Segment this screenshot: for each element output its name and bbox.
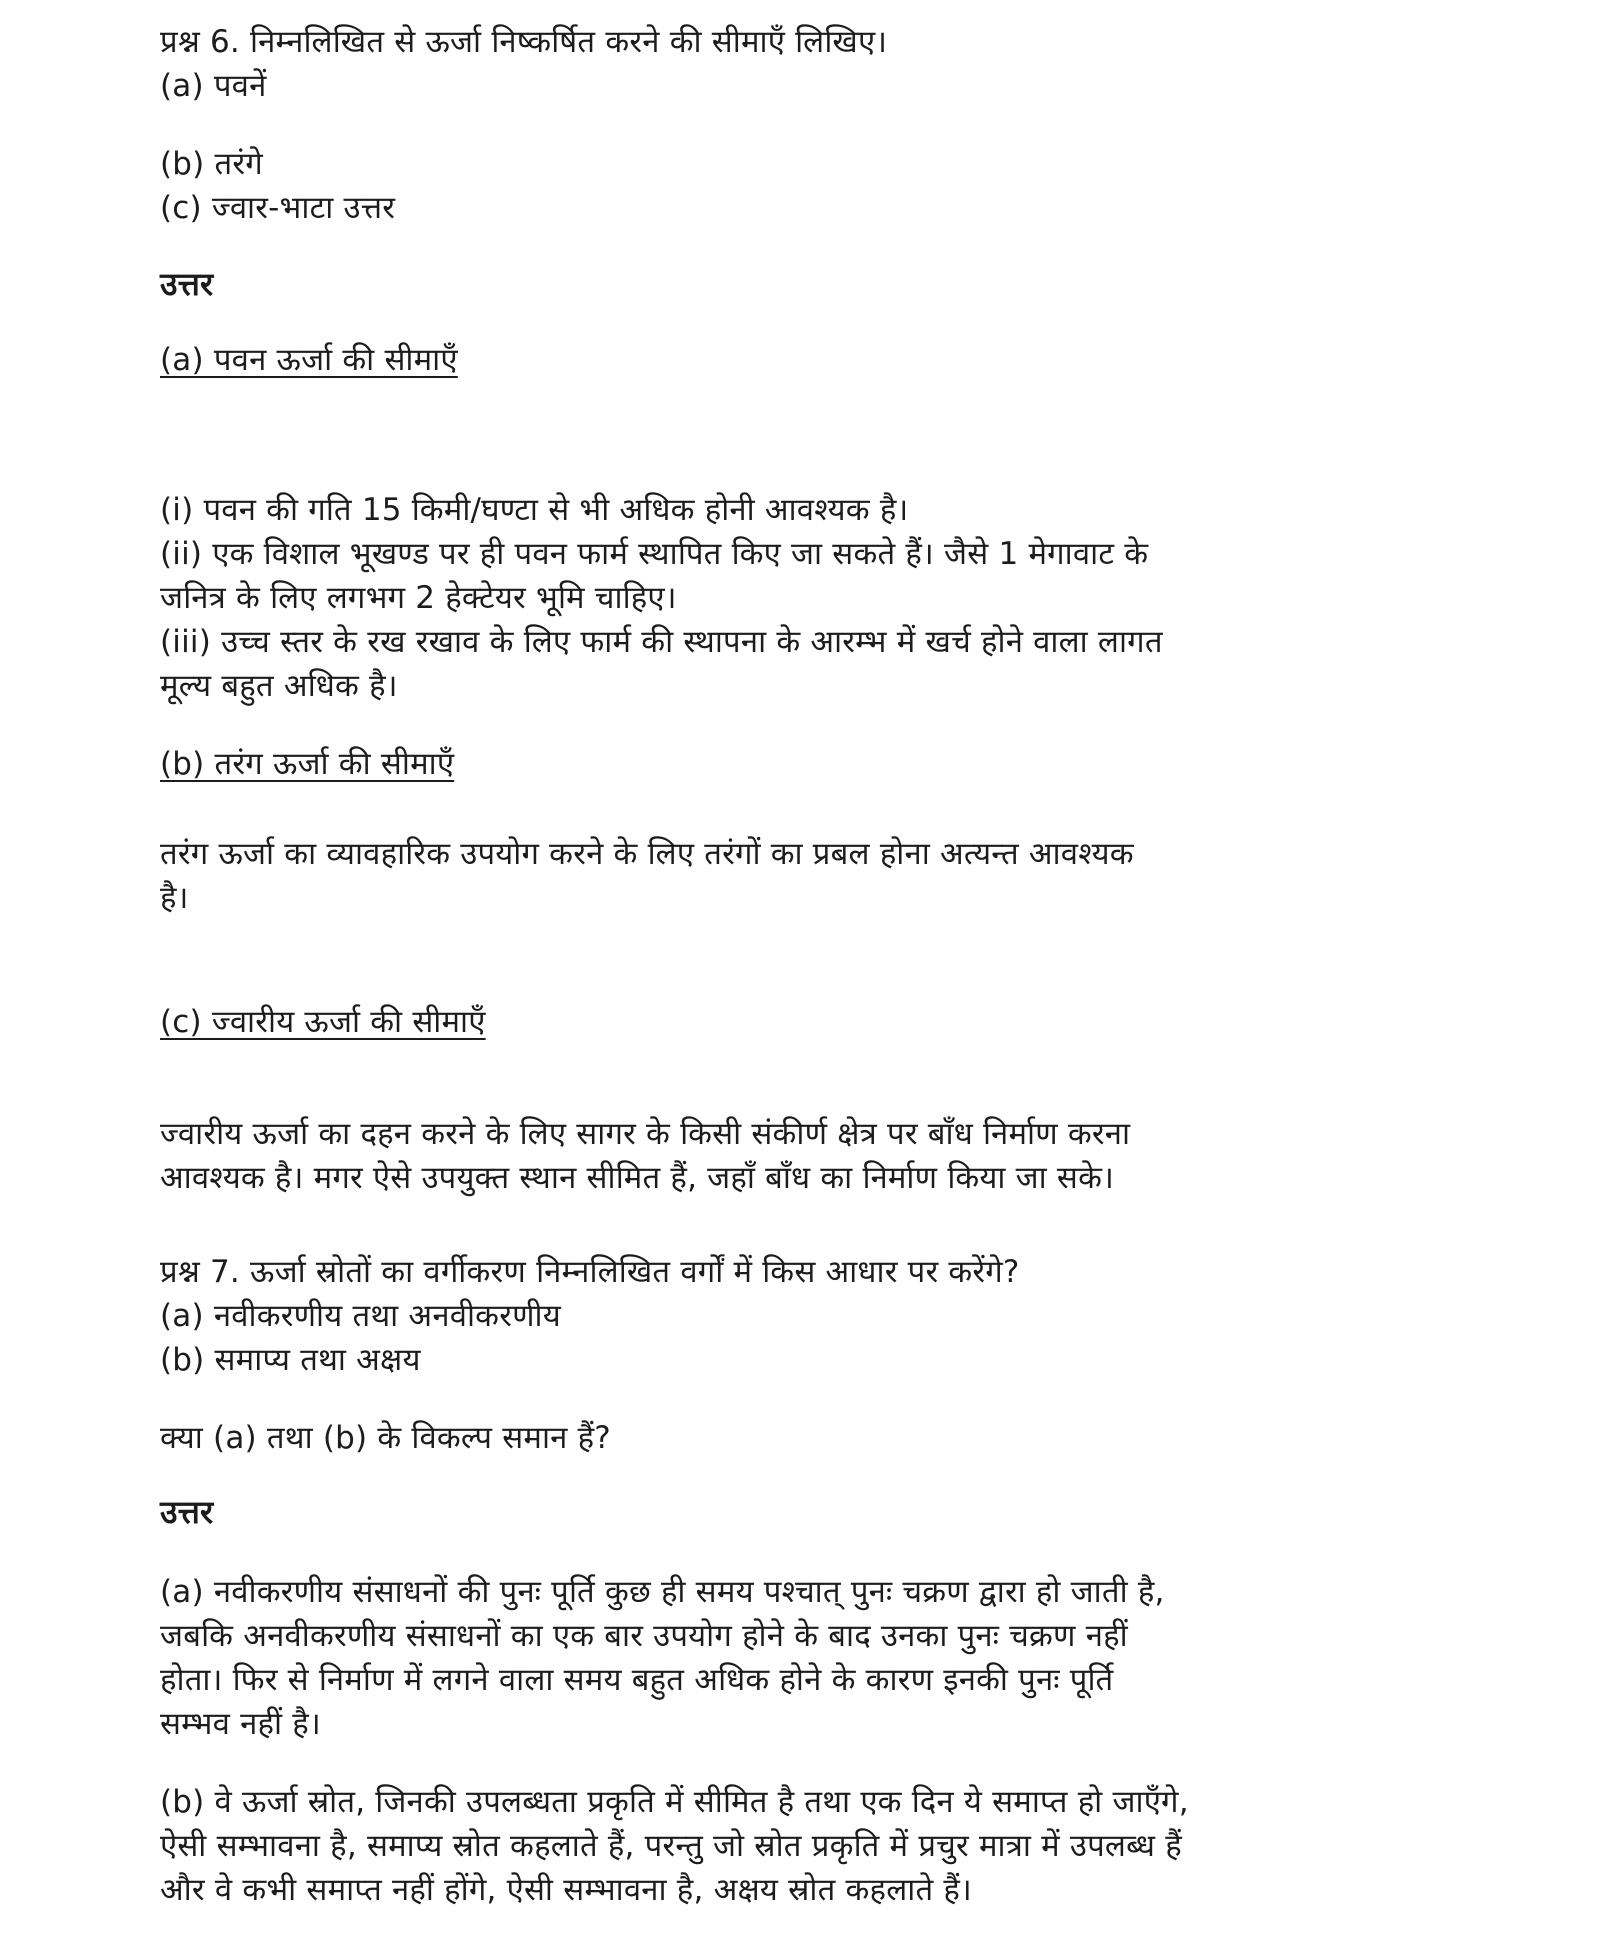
tidal-limit-line: ज्वारीय ऊर्जा का दहन करने के लिए सागर के किसी संकीर्ण क्षेत्र पर बाँध निर्माण करना xyxy=(160,1116,1131,1152)
answer-7a-line: होता। फिर से निर्माण में लगने वाला समय बहुत अधिक होने के कारण इनकी पुनः पूर्ति xyxy=(160,1662,1114,1698)
answer-heading: उत्तर xyxy=(160,1493,214,1531)
tidal-energy-heading: (c) ज्वारीय ऊर्जा की सीमाएँ xyxy=(160,1004,486,1040)
question-6-option-c: (c) ज्वार-भाटा उत्तर xyxy=(160,190,396,226)
answer-7b-line: (b) वे ऊर्जा स्रोत, जिनकी उपलब्धता प्रकृति में सीमित है तथा एक दिन ये समाप्त हो जाएँगे, xyxy=(160,1784,1189,1820)
question-7: प्रश्न 7. ऊर्जा स्रोतों का वर्गीकरण निम्नलिखित वर्गों में किस आधार पर करेंगे? xyxy=(160,1254,1020,1290)
question-6-option-b: (b) तरंगे xyxy=(160,146,263,182)
wind-limit-line: (ii) एक विशाल भूखण्ड पर ही पवन फार्म स्थापित किए जा सकते हैं। जैसे 1 मेगावाट के xyxy=(160,536,1149,572)
wind-limit-line: (iii) उच्च स्तर के रख रखाव के लिए फार्म की स्थापना के आरम्भ में खर्च होने वाला लागत xyxy=(160,624,1163,660)
wave-energy-heading: (b) तरंग ऊर्जा की सीमाएँ xyxy=(160,746,455,782)
tidal-limit-line: आवश्यक है। मगर ऐसे उपयुक्त स्थान सीमित हैं, जहाँ बाँध का निर्माण किया जा सके। xyxy=(160,1160,1115,1196)
question-6-option-a: (a) पवनें xyxy=(160,68,267,104)
wind-limit-line: (i) पवन की गति 15 किमी/घण्टा से भी अधिक होनी आवश्यक है। xyxy=(160,492,909,528)
question-7-option-a: (a) नवीकरणीय तथा अनवीकरणीय xyxy=(160,1298,561,1334)
question-7-followup: क्या (a) तथा (b) के विकल्प समान हैं? xyxy=(160,1420,611,1456)
answer-heading: उत्तर xyxy=(160,265,214,303)
wind-energy-heading: (a) पवन ऊर्जा की सीमाएँ xyxy=(160,342,458,378)
wave-limit-line: तरंग ऊर्जा का व्यावहारिक उपयोग करने के लिए तरंगों का प्रबल होना अत्यन्त आवश्यक xyxy=(160,836,1134,872)
answer-7b-line: और वे कभी समाप्त नहीं होंगे, ऐसी सम्भावना है, अक्षय स्रोत कहलाते हैं। xyxy=(160,1872,972,1908)
answer-7a-line: जबकि अनवीकरणीय संसाधनों का एक बार उपयोग होने के बाद उनका पुनः चक्रण नहीं xyxy=(160,1618,1128,1654)
wind-limit-line: मूल्य बहुत अधिक है। xyxy=(160,668,398,704)
answer-7a-line: सम्भव नहीं है। xyxy=(160,1706,321,1742)
answer-7a-line: (a) नवीकरणीय संसाधनों की पुनः पूर्ति कुछ ही समय पश्चात् पुनः चक्रण द्वारा हो जाती है, xyxy=(160,1574,1165,1610)
question-6: प्रश्न 6. निम्नलिखित से ऊर्जा निष्कर्षित करने की सीमाएँ लिखिए। xyxy=(160,24,888,60)
wind-limit-line: जनित्र के लिए लगभग 2 हेक्टेयर भूमि चाहिए। xyxy=(160,580,677,616)
question-7-option-b: (b) समाप्य तथा अक्षय xyxy=(160,1342,421,1378)
answer-7b-line: ऐसी सम्भावना है, समाप्य स्रोत कहलाते हैं, परन्तु जो स्रोत प्रकृति में प्रचुर मात्रा में उपलब्ध हैं xyxy=(160,1828,1182,1864)
wave-limit-line: है। xyxy=(160,880,189,916)
